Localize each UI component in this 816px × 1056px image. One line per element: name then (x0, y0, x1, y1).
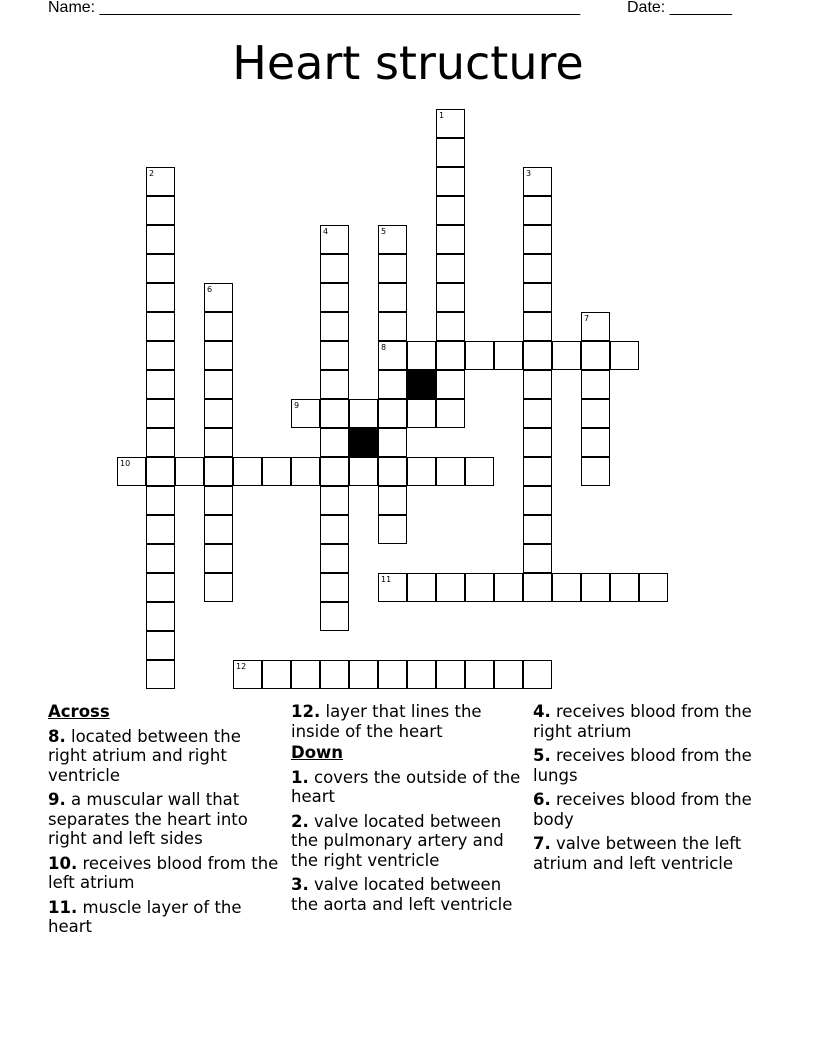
grid-cell[interactable] (146, 544, 175, 573)
clue-across-8 (48, 727, 284, 786)
grid-cell[interactable] (523, 341, 552, 370)
grid-cell[interactable] (320, 486, 349, 515)
clue-text: a muscular wall that separates the heart into right and left sides (48, 790, 248, 848)
clue-text: receives blood from the left atrium (48, 853, 279, 892)
grid-cell[interactable] (378, 283, 407, 312)
name-line: ______________________________________________________ (99, 0, 581, 16)
grid-cell[interactable] (204, 457, 233, 486)
grid-cell[interactable] (581, 573, 610, 602)
clue-text: layer that lines the inside of the heart (291, 702, 482, 741)
grid-cell[interactable] (291, 660, 320, 689)
grid-cell[interactable] (320, 660, 349, 689)
grid-cell[interactable] (262, 660, 291, 689)
clue-text: covers the outside of the heart (291, 767, 521, 806)
grid-cell[interactable] (407, 660, 436, 689)
grid-cell[interactable] (465, 341, 494, 370)
grid-cell[interactable] (436, 109, 465, 138)
grid-cell[interactable] (378, 370, 407, 399)
grid-cell[interactable] (436, 341, 465, 370)
clue-number-label: 4 (323, 227, 329, 236)
grid-cell[interactable] (146, 283, 175, 312)
clue-number-label: 11 (381, 575, 392, 584)
grid-cell[interactable] (233, 660, 262, 689)
clue-text: valve located between the pulmonary artery and the right ventricle (291, 811, 504, 870)
grid-cell[interactable] (552, 341, 581, 370)
grid-cell[interactable] (436, 457, 465, 486)
clue-column-1 (48, 702, 284, 942)
date-label: Date: (627, 0, 670, 16)
grid-cell[interactable] (639, 573, 668, 602)
grid-cell[interactable] (320, 515, 349, 544)
date-line: _______ (669, 0, 732, 16)
grid-cell[interactable] (320, 225, 349, 254)
grid-cell[interactable] (146, 399, 175, 428)
grid-cell[interactable] (146, 602, 175, 631)
grid-cell[interactable] (378, 428, 407, 457)
grid-cell[interactable] (494, 660, 523, 689)
grid-cell[interactable] (146, 573, 175, 602)
grid-cell[interactable] (494, 341, 523, 370)
grid-cell[interactable] (523, 428, 552, 457)
grid-cell[interactable] (436, 573, 465, 602)
grid-cell[interactable] (494, 573, 523, 602)
grid-cell[interactable] (436, 370, 465, 399)
clue-number: 2. (291, 811, 309, 831)
grid-cell[interactable] (146, 631, 175, 660)
grid-cell[interactable] (465, 457, 494, 486)
grid-cell[interactable] (204, 486, 233, 515)
grid-cell[interactable] (204, 428, 233, 457)
grid-cell[interactable] (436, 399, 465, 428)
grid-block-cell (407, 370, 436, 399)
clue-number-label: 5 (381, 227, 387, 236)
grid-cell[interactable] (523, 167, 552, 196)
grid-cell[interactable] (436, 196, 465, 225)
clue-number: 9. (48, 790, 66, 809)
grid-cell[interactable] (349, 660, 378, 689)
grid-cell[interactable] (146, 225, 175, 254)
clue-text: muscle layer of the heart (48, 897, 242, 936)
grid-cell[interactable] (436, 660, 465, 689)
clue-text: receives blood from the right atrium (533, 702, 752, 741)
clue-number: 5. (533, 746, 551, 765)
clue-number-label: 12 (236, 662, 247, 671)
clue-column-3 (533, 702, 773, 878)
clue-number-label: 10 (120, 459, 131, 468)
grid-cell[interactable] (204, 573, 233, 602)
grid-cell[interactable] (204, 283, 233, 312)
grid-cell[interactable] (146, 370, 175, 399)
across-heading: Across (48, 702, 110, 721)
grid-cell[interactable] (523, 225, 552, 254)
grid-cell[interactable] (204, 544, 233, 573)
grid-cell[interactable] (436, 167, 465, 196)
grid-cell[interactable] (610, 341, 639, 370)
grid-cell[interactable] (378, 457, 407, 486)
clue-number-label: 3 (526, 169, 532, 178)
grid-cell[interactable] (523, 573, 552, 602)
clue-text: located between the right atrium and right ventricle (48, 726, 241, 785)
grid-cell[interactable] (204, 399, 233, 428)
grid-cell[interactable] (146, 312, 175, 341)
grid-cell[interactable] (378, 254, 407, 283)
grid-cell[interactable] (581, 312, 610, 341)
grid-cell[interactable] (146, 660, 175, 689)
grid-cell[interactable] (320, 399, 349, 428)
grid-cell[interactable] (146, 457, 175, 486)
grid-cell[interactable] (378, 312, 407, 341)
grid-cell[interactable] (146, 515, 175, 544)
grid-cell[interactable] (320, 428, 349, 457)
clue-number: 3. (291, 875, 309, 894)
grid-cell[interactable] (204, 370, 233, 399)
clue-across-10 (48, 854, 284, 893)
clue-number-label: 7 (584, 314, 590, 323)
grid-cell[interactable] (436, 312, 465, 341)
grid-cell[interactable] (436, 283, 465, 312)
grid-cell[interactable] (233, 457, 262, 486)
grid-cell[interactable] (291, 457, 320, 486)
grid-cell[interactable] (523, 312, 552, 341)
grid-cell[interactable] (349, 399, 378, 428)
grid-cell[interactable] (581, 341, 610, 370)
grid-cell[interactable] (378, 341, 407, 370)
clue-number: 4. (533, 702, 551, 721)
clue-text: receives blood from the body (533, 790, 752, 829)
grid-cell[interactable] (523, 660, 552, 689)
grid-cell[interactable] (378, 486, 407, 515)
grid-cell[interactable] (146, 196, 175, 225)
grid-cell[interactable] (175, 457, 204, 486)
clue-down-4 (533, 702, 773, 741)
grid-cell[interactable] (291, 399, 320, 428)
grid-cell[interactable] (523, 544, 552, 573)
clue-text: valve between the left atrium and left ventricle (533, 834, 742, 873)
clue-number-label: 8 (381, 343, 387, 352)
grid-cell[interactable] (146, 486, 175, 515)
grid-cell[interactable] (320, 283, 349, 312)
grid-cell[interactable] (407, 399, 436, 428)
grid-cell[interactable] (378, 399, 407, 428)
grid-cell[interactable] (378, 515, 407, 544)
grid-cell[interactable] (407, 457, 436, 486)
grid-cell[interactable] (581, 457, 610, 486)
grid-cell[interactable] (407, 573, 436, 602)
clue-down-5 (533, 746, 773, 785)
clue-down-6 (533, 790, 773, 829)
clue-down-2 (291, 812, 527, 871)
clue-down-1 (291, 768, 527, 807)
clue-number-label: 6 (207, 285, 213, 294)
page-title: Heart structure (232, 36, 584, 90)
grid-cell[interactable] (204, 515, 233, 544)
grid-cell[interactable] (436, 254, 465, 283)
clue-number-label: 9 (294, 401, 300, 410)
grid-cell[interactable] (320, 341, 349, 370)
grid-cell[interactable] (610, 573, 639, 602)
grid-cell[interactable] (320, 370, 349, 399)
grid-cell[interactable] (523, 283, 552, 312)
grid-cell[interactable] (146, 254, 175, 283)
grid-cell[interactable] (523, 457, 552, 486)
grid-cell[interactable] (320, 544, 349, 573)
clue-number: 8. (48, 726, 66, 746)
grid-cell[interactable] (581, 370, 610, 399)
grid-cell[interactable] (378, 660, 407, 689)
clue-text: receives blood from the lungs (533, 746, 752, 785)
clue-number: 11. (48, 897, 78, 917)
grid-cell[interactable] (523, 254, 552, 283)
grid-cell[interactable] (465, 660, 494, 689)
clue-number-label: 2 (149, 169, 155, 178)
grid-cell[interactable] (523, 370, 552, 399)
down-heading: Down (291, 743, 344, 762)
clue-number-label: 1 (439, 111, 445, 120)
grid-cell[interactable] (436, 225, 465, 254)
clue-number: 1. (291, 767, 309, 787)
grid-cell[interactable] (523, 399, 552, 428)
grid-cell[interactable] (552, 573, 581, 602)
grid-cell[interactable] (320, 602, 349, 631)
clue-down-3 (291, 875, 527, 914)
grid-cell[interactable] (204, 312, 233, 341)
clue-across-9 (48, 790, 284, 849)
clue-number: 10. (48, 853, 78, 873)
grid-cell[interactable] (349, 457, 378, 486)
clue-across-11 (48, 898, 284, 937)
grid-cell[interactable] (320, 254, 349, 283)
grid-cell[interactable] (523, 486, 552, 515)
grid-block-cell (349, 428, 378, 457)
grid-cell[interactable] (581, 399, 610, 428)
clue-across-12 (291, 702, 527, 741)
grid-cell[interactable] (146, 167, 175, 196)
grid-cell[interactable] (146, 428, 175, 457)
clue-number: 6. (533, 790, 551, 809)
clue-column-2 (291, 702, 527, 919)
grid-cell[interactable] (436, 138, 465, 167)
grid-cell[interactable] (117, 457, 146, 486)
grid-cell[interactable] (320, 457, 349, 486)
grid-cell[interactable] (523, 196, 552, 225)
name-label: Name: (48, 0, 100, 16)
grid-cell[interactable] (407, 341, 436, 370)
grid-cell[interactable] (581, 428, 610, 457)
grid-cell[interactable] (523, 515, 552, 544)
grid-cell[interactable] (378, 225, 407, 254)
grid-cell[interactable] (320, 312, 349, 341)
clue-number: 7. (533, 834, 551, 853)
grid-cell[interactable] (465, 573, 494, 602)
grid-cell[interactable] (204, 341, 233, 370)
clue-down-7 (533, 834, 773, 873)
clue-number: 12. (291, 702, 321, 721)
grid-cell[interactable] (146, 341, 175, 370)
grid-cell[interactable] (320, 573, 349, 602)
grid-cell[interactable] (262, 457, 291, 486)
grid-cell[interactable] (378, 573, 407, 602)
clue-text: valve located between the aorta and left ventricle (291, 875, 513, 914)
